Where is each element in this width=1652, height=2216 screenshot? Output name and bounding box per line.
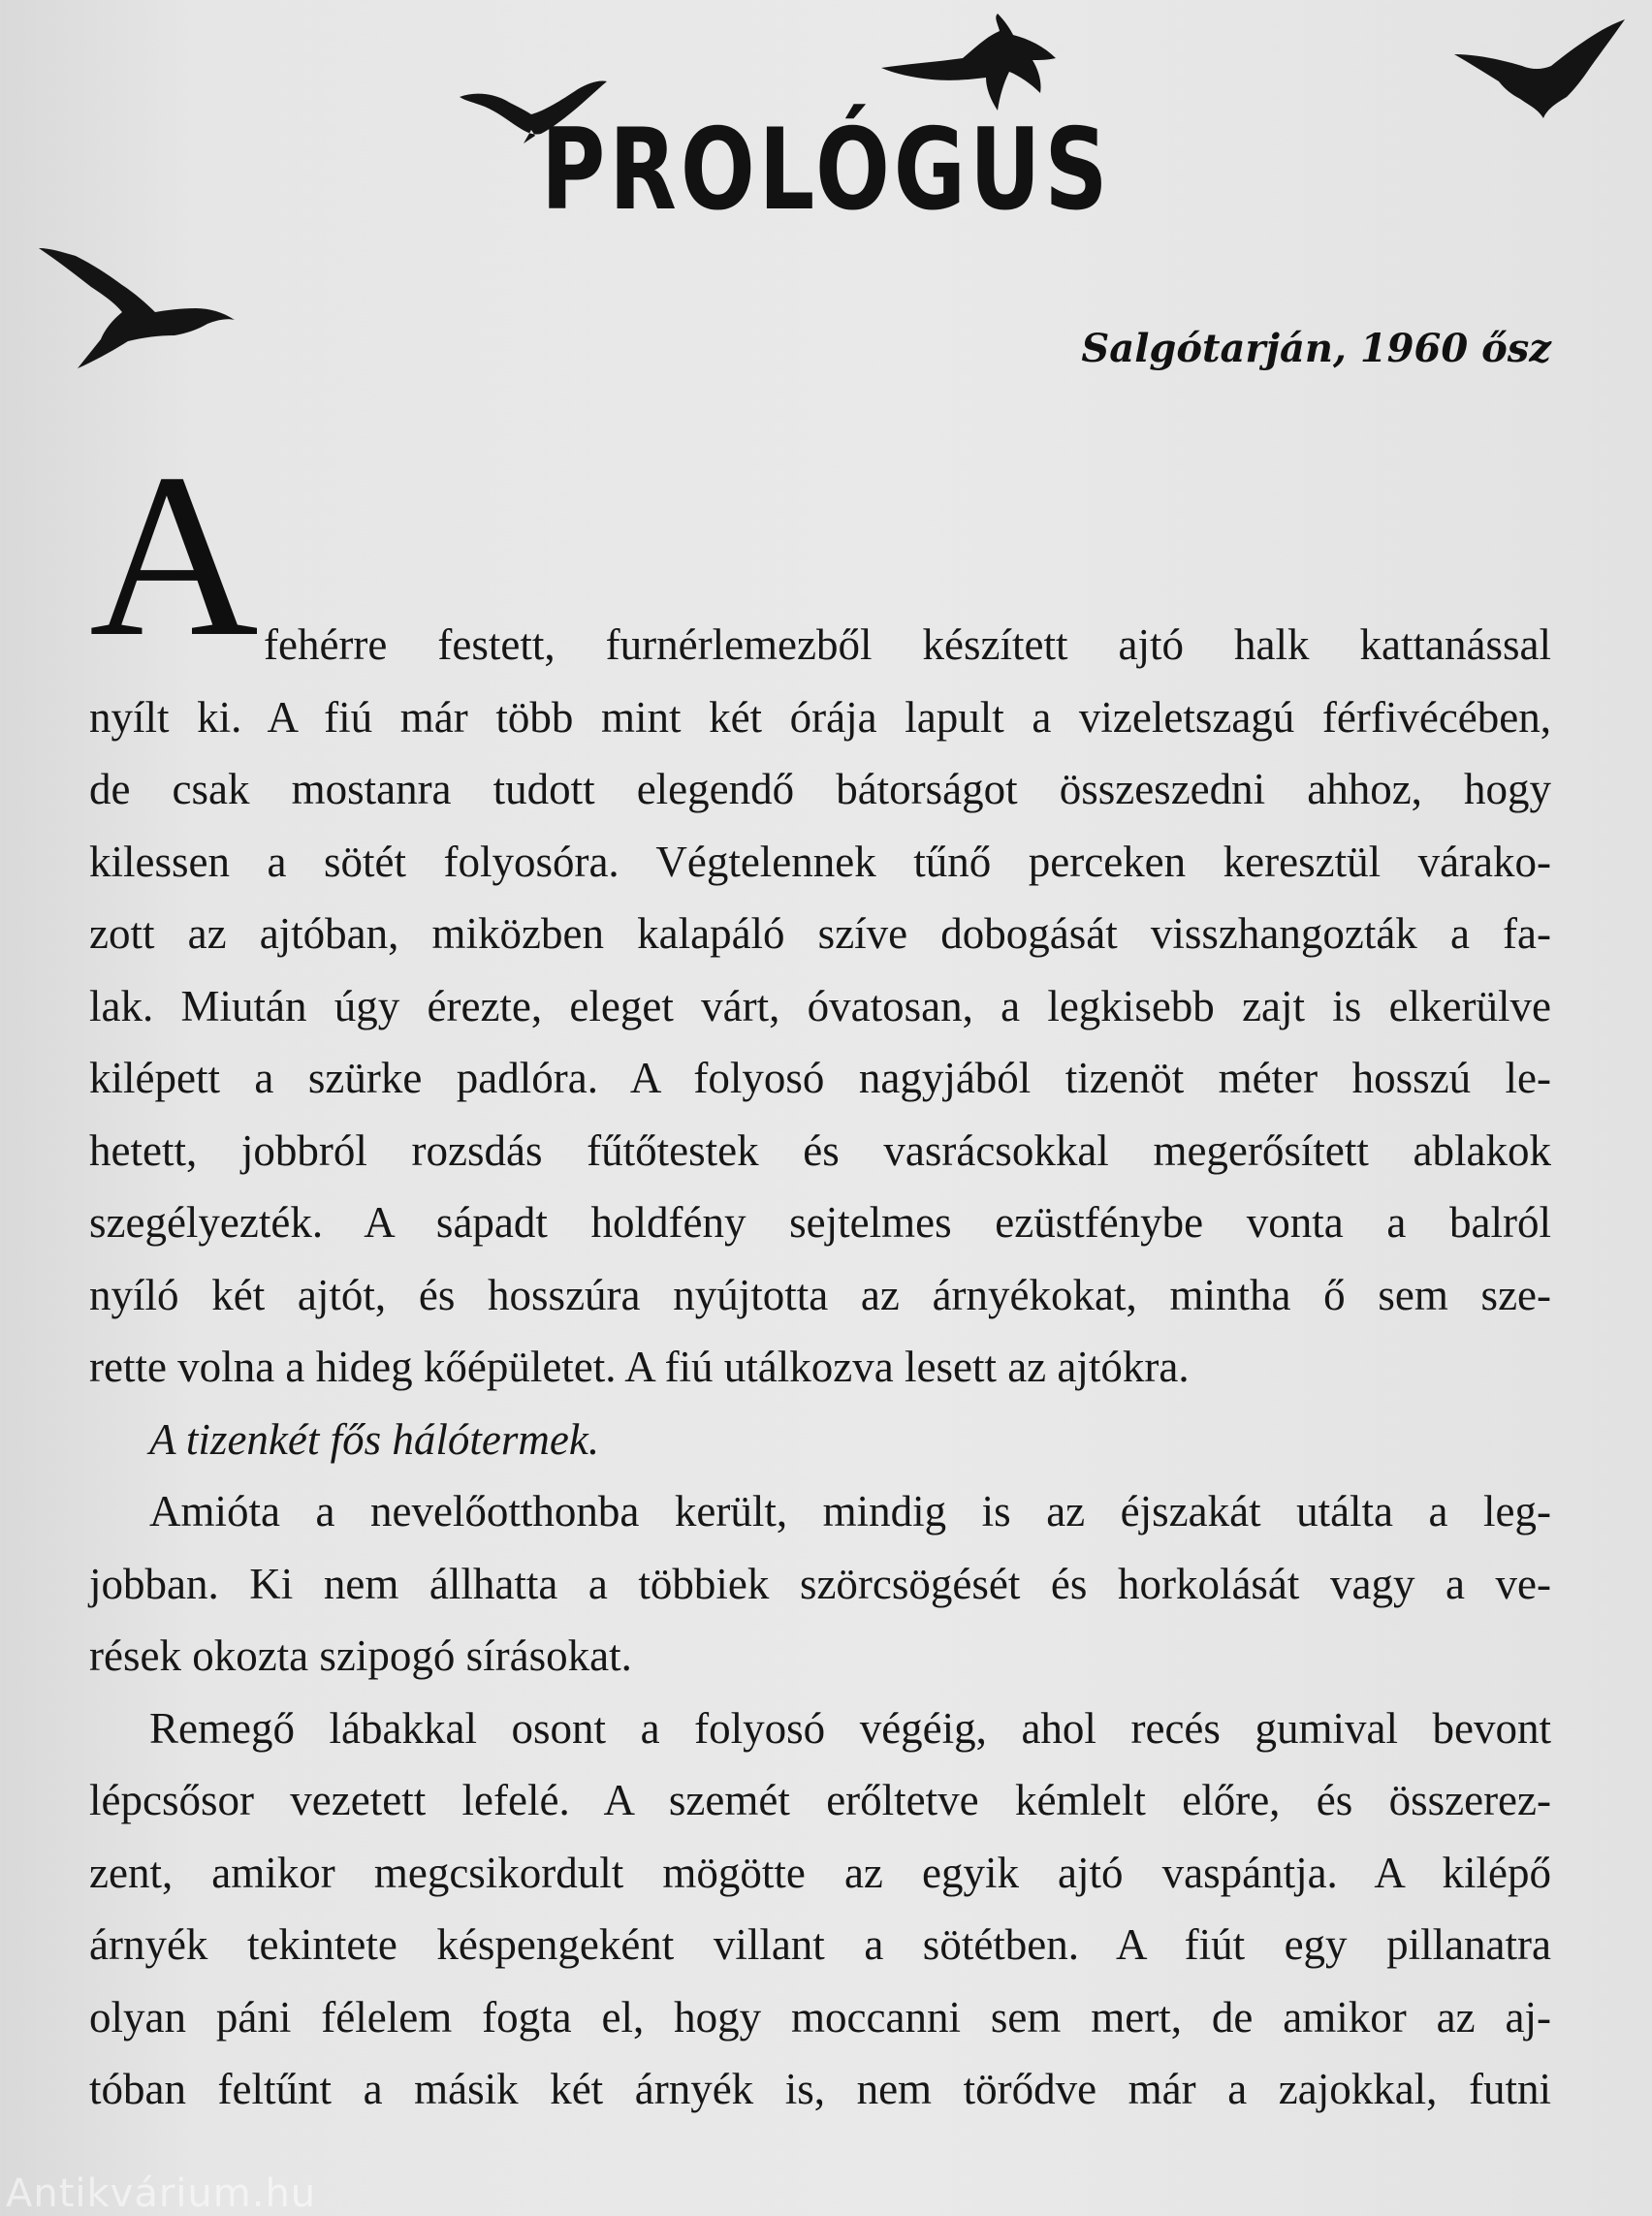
italic-line: A tizenkét fős hálótermek. (149, 1414, 600, 1464)
flying-crow-icon (35, 244, 238, 372)
paragraph-2 (89, 1475, 1551, 1693)
text-line: lépcsősor vezetett lefelé. A szemét erőltetve kémlelt előre, és összerez- (89, 1776, 1551, 1824)
text-line: kilessen a sötét folyosóra. Végtelennek tűnő perceken keresztül várako- (89, 837, 1551, 886)
text-line: szegélyezték. A sápadt holdfény sejtelmes ezüstfénybe vonta a balról (89, 1198, 1551, 1247)
text-line: árnyék tekintete késpengeként villant a sötétben. A fiút egy pillanatra (89, 1920, 1551, 1969)
flying-crow-icon (1450, 12, 1631, 120)
paragraph-3 (89, 1693, 1551, 2126)
text-line: rések okozta szipogó sírásokat. (89, 1631, 632, 1680)
text-line: jobban. Ki nem állhatta a többiek szörcsögését és horkolását vagy a ve- (89, 1559, 1551, 1608)
text-line: tóban feltűnt a másik két árnyék is, nem törődve már a zajokkal, futni (89, 2065, 1551, 2113)
paragraph-1 (89, 426, 1551, 1404)
text-line: Remegő lábakkal osont a folyosó végéig, ahol recés gumival bevont (149, 1703, 1551, 1753)
text-line: Amióta a nevelőotthonba került, mindig is az éjszakát utálta a leg- (149, 1487, 1551, 1535)
text-line: de csak mostanra tudott elegendő bátorságot összeszedni ahhoz, hogy (89, 765, 1551, 813)
chapter-dateline: Salgótarján, 1960 ősz (1081, 326, 1551, 371)
drop-cap: A (89, 426, 259, 685)
text-line: kilépett a szürke padlóra. A folyosó nagyjából tizenöt méter hosszú le- (89, 1054, 1551, 1102)
text-line: olyan páni félelem fogta el, hogy moccanni sem mert, de amikor az aj- (89, 1992, 1551, 2042)
flying-crow-icon (877, 10, 1071, 116)
text-line: nyíló két ajtót, és hosszúra nyújtotta az árnyékokat, mintha ő sem sze- (89, 1270, 1551, 1319)
text-line: lak. Miután úgy érezte, eleget várt, óvatosan, a legkisebb zajt is elkerülve (89, 981, 1551, 1030)
chapter-title: PROLÓGUS (541, 105, 1112, 236)
chapter-body (89, 426, 1551, 2126)
text-line: rette volna a hideg kőépületet. A fiú utálkozva lesett az ajtókra. (89, 1343, 1190, 1391)
text-line: fehérre festett, furnérlemezből készített ajtó halk kattanással (264, 620, 1551, 669)
text-line: zott az ajtóban, miközben kalapáló szíve dobogását visszhangozták a fa- (89, 909, 1551, 958)
text-line: nyílt ki. A fiú már több mint két órája lapult a vizeletszagú férfivécében, (89, 692, 1551, 742)
text-line: zent, amikor megcsikordult mögötte az egyik ajtó vaspántja. A kilépő (89, 1848, 1551, 1897)
text-line: hetett, jobbról rozsdás fűtőtestek és vasrácsokkal megerősített ablakok (89, 1125, 1551, 1175)
watermark: Antikvárium.hu (6, 2171, 317, 2216)
